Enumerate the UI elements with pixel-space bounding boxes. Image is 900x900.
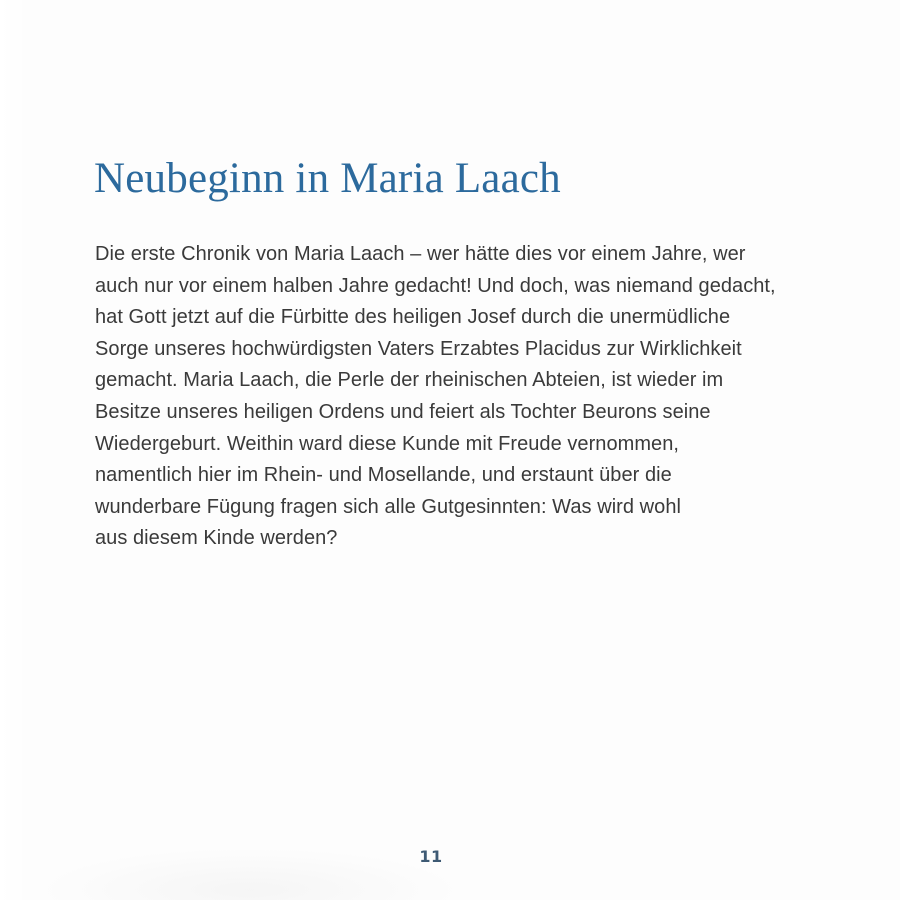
paragraph-line: auch nur vor einem halben Jahre gedacht! Und doch, was niemand gedacht, — [95, 274, 776, 297]
paragraph-line: Besitze unseres heiligen Ordens und feiert als Tochter Beurons seine — [95, 400, 711, 423]
paragraph-line: hat Gott jetzt auf die Fürbitte des heiligen Josef durch die unermüdliche — [95, 306, 731, 329]
paragraph-line: gemacht. Maria Laach, die Perle der rheinischen Abteien, ist wieder im — [95, 369, 724, 392]
paragraph-line: Sorge unseres hochwürdigsten Vaters Erzabtes Placidus zur Wirklichkeit — [95, 337, 742, 360]
page-number: 11 — [419, 847, 443, 866]
page-title: Neubeginn in Maria Laach — [94, 155, 561, 202]
paragraph-line: aus diesem Kinde werden? — [95, 527, 338, 550]
paragraph-line: namentlich hier im Rhein- und Mosellande, und erstaunt über die — [95, 464, 672, 487]
body-paragraph — [95, 239, 795, 555]
paragraph-line: wunderbare Fügung fragen sich alle Gutgesinnten: Was wird wohl — [95, 495, 682, 518]
paragraph-line: Die erste Chronik von Maria Laach – wer hätte dies vor einem Jahre, wer — [95, 243, 746, 265]
paragraph-line: Wiedergeburt. Weithin ward diese Kunde mit Freude vernommen, — [95, 432, 680, 455]
